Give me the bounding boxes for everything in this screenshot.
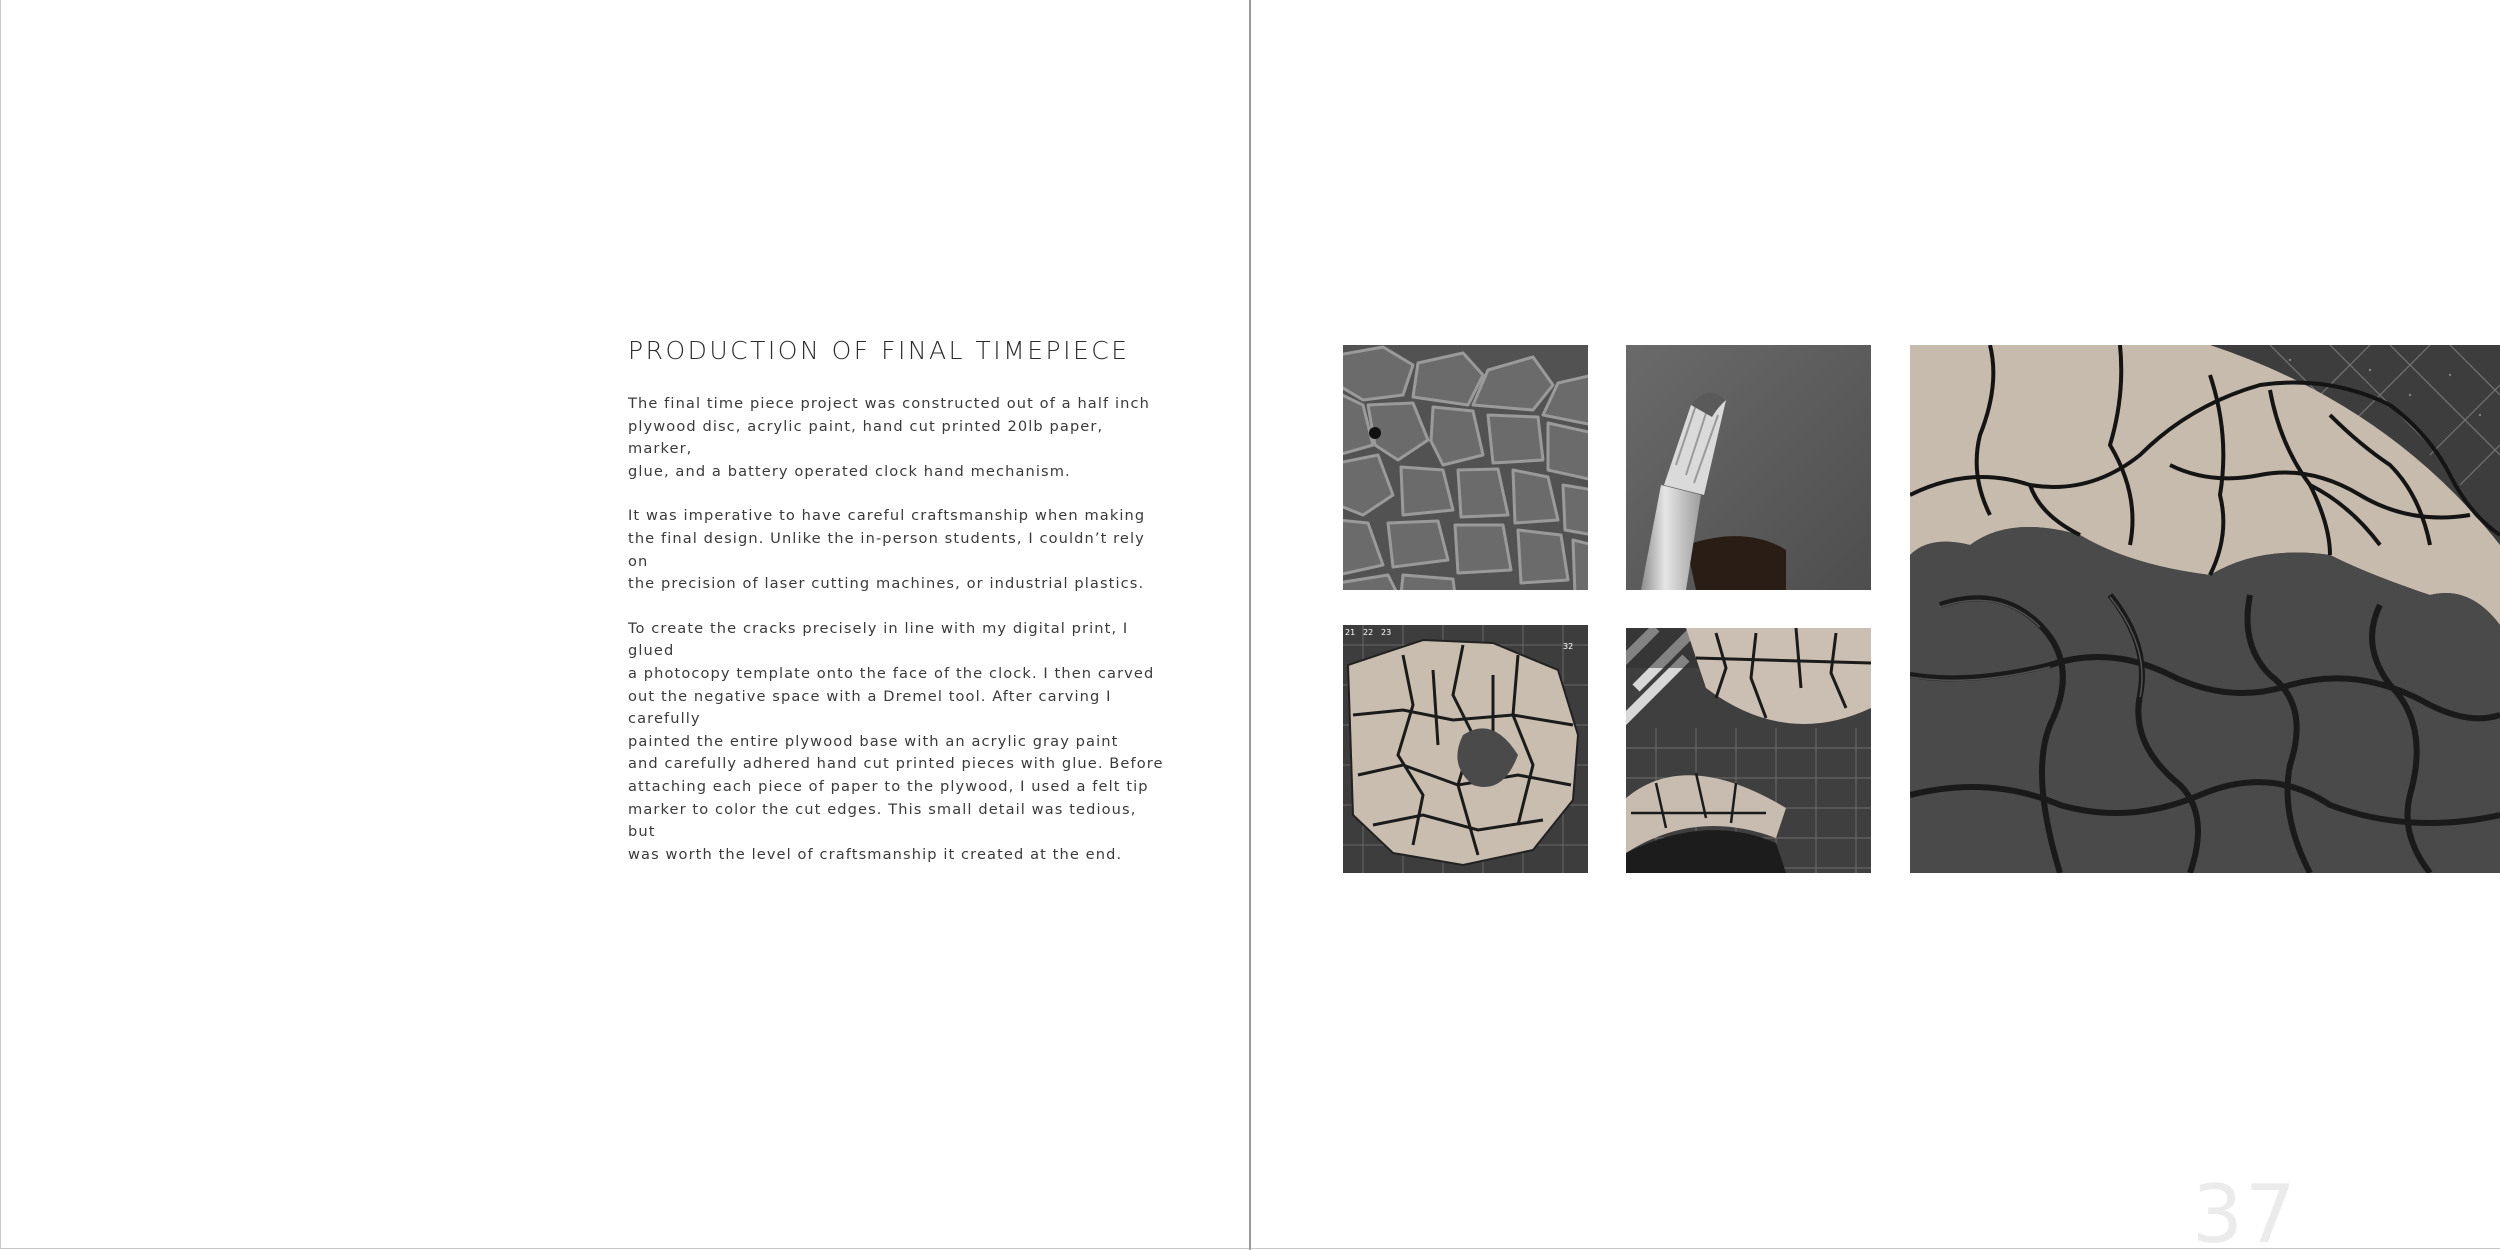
photo-paintbrush (1626, 345, 1871, 590)
photo-finished-detail (1910, 345, 2500, 873)
photo-paper-pieces-mat (1343, 625, 1588, 873)
mat-number-32: 32 (1563, 642, 1574, 651)
mat-number-23: 23 (1381, 628, 1392, 637)
photo-paper-pieces-partial (1626, 628, 1871, 873)
text-block (628, 336, 1168, 888)
mat-number-22: 22 (1363, 628, 1374, 637)
paragraph-materials: The final time piece project was constructed out of a half inch plywood disc, acrylic paint, hand cut printed 20lb paper, marker, glue, and a battery operated clock hand mechanism. (628, 395, 1150, 480)
page-title: PRODUCTION OF FINAL TIMEPIECE (628, 336, 1130, 365)
photo-carved-plywood (1343, 345, 1588, 590)
paragraph-craftsmanship: It was imperative to have careful craftsmanship when making the final design. Unlike the in-person students, I couldn’t rely on the precision of laser cutting machines, or industrial plastics. (628, 507, 1146, 593)
page-number: 37 (2192, 1168, 2298, 1250)
mat-number-21: 21 (1345, 628, 1356, 637)
paragraph-process: To create the cracks precisely in line with my digital print, I glued a photocopy template onto the face of the clock. I then carved out the negative space with a Dremel tool. After carving I carefully painted the entire plywood base with an acrylic gray paint and carefully adhered hand cut printed pieces with glue. Before attaching each piece of paper to the plywood, I used a felt tip marker to color the cut edges. This small detail was tedious, but was worth the level of craftsmanship it created at the end. (628, 619, 1164, 863)
left-page (0, 0, 1250, 1249)
